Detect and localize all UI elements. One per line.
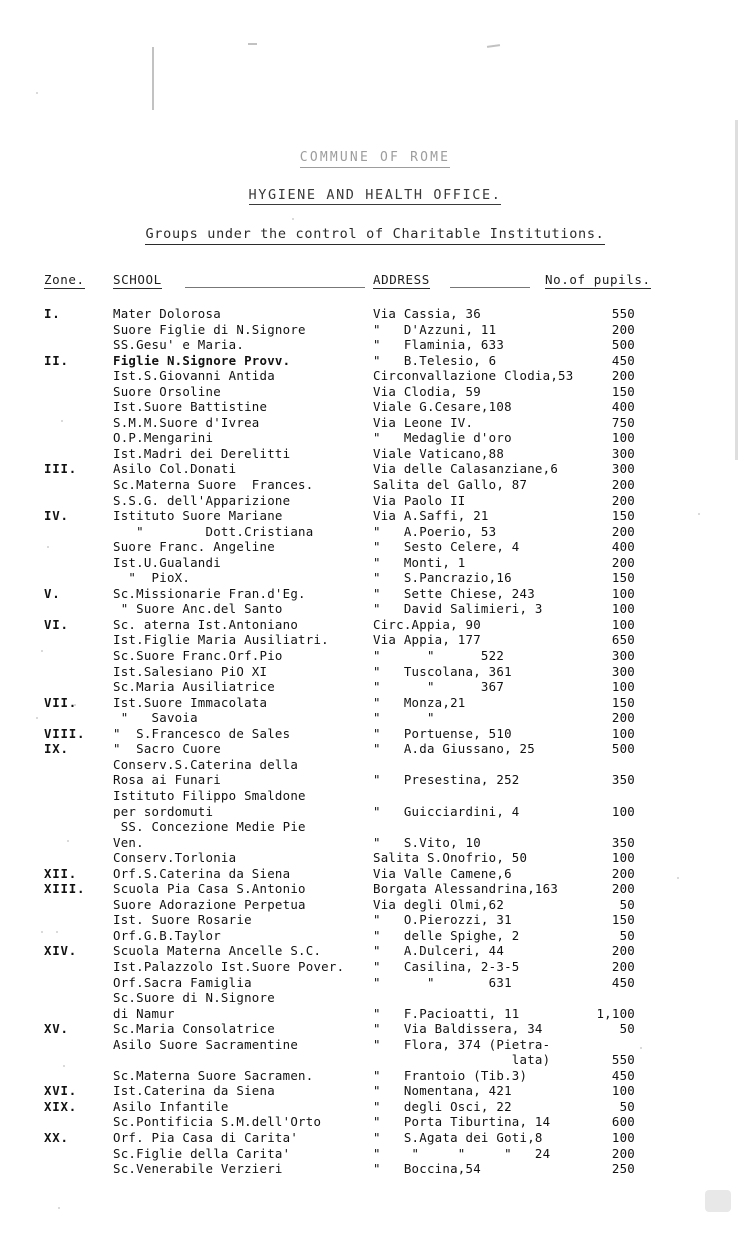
table-row <box>0 415 750 431</box>
cell-pupils: 100 <box>611 616 635 632</box>
cell-school: Scuola Pia Casa S.Antonio <box>113 881 306 897</box>
cell-pupils: 300 <box>611 648 635 664</box>
column-header-school: SCHOOL <box>113 272 162 287</box>
cell-zone: I. <box>44 306 61 321</box>
scan-speck <box>36 92 38 94</box>
cell-address: " " 367 <box>373 679 505 695</box>
table-row <box>0 959 750 975</box>
column-header-pupils: No.of pupils. <box>545 272 651 287</box>
table-row <box>0 508 750 524</box>
table-row <box>0 353 750 369</box>
cell-school: Suore Figlie di N.Signore <box>113 321 306 337</box>
table-row <box>0 1021 750 1037</box>
table-row <box>0 850 750 866</box>
cell-pupils: 50 <box>619 896 635 912</box>
cell-pupils: 100 <box>611 585 635 601</box>
cell-zone: XVI. <box>44 1083 78 1099</box>
cell-zone: V. <box>44 585 61 601</box>
cell-school: Sc.Figlie della Carita' <box>113 1145 291 1161</box>
cell-pupils: 350 <box>611 834 635 850</box>
cell-address: " Monti, 1 <box>373 554 466 570</box>
schools-table <box>0 306 750 1177</box>
cell-pupils: 50 <box>619 1021 635 1037</box>
table-row <box>0 322 750 338</box>
cell-address: Via Leone IV. <box>373 414 474 430</box>
table-row <box>0 1037 750 1053</box>
cell-pupils: 200 <box>611 1145 635 1161</box>
table-row <box>0 384 750 400</box>
cell-address: lata) <box>373 1052 551 1068</box>
cell-pupils: 400 <box>611 399 635 415</box>
cell-address: " Portuense, 510 <box>373 725 512 741</box>
table-row <box>0 601 750 617</box>
cell-pupils: 200 <box>611 710 635 726</box>
cell-address: " Sette Chiese, 243 <box>373 585 535 601</box>
cell-school: Sc.Maria Consolatrice <box>113 1021 275 1037</box>
cell-zone: XV. <box>44 1021 69 1037</box>
table-row <box>0 555 750 571</box>
table-row <box>0 741 750 757</box>
cell-pupils: 50 <box>619 1098 635 1114</box>
cell-address: Salita S.Onofrio, 50 <box>373 850 528 866</box>
cell-school: Mater Dolorosa <box>113 306 221 321</box>
cell-address: " Tuscolana, 361 <box>373 663 512 679</box>
table-row <box>0 1052 750 1068</box>
cell-address: Viale G.Cesare,108 <box>373 399 512 415</box>
cell-pupils: 100 <box>611 850 635 866</box>
cell-address: " A.Poerio, 53 <box>373 523 497 539</box>
cell-school: Ist. Suore Rosarie <box>113 912 252 928</box>
cell-address: Circ.Appia, 90 <box>373 616 481 632</box>
cell-pupils: 200 <box>611 321 635 337</box>
header-rule-school <box>185 287 365 288</box>
cell-pupils: 100 <box>611 679 635 695</box>
cell-school: " Suore Anc.del Santo <box>113 601 283 617</box>
table-row <box>0 524 750 540</box>
cell-school: Suore Franc. Angeline <box>113 539 275 555</box>
cell-school: SS. Concezione Medie Pie <box>113 819 306 835</box>
table-row <box>0 446 750 462</box>
cell-address: Via degli Olmi,62 <box>373 896 505 912</box>
scan-artifact-tick-right <box>487 44 500 48</box>
table-row <box>0 617 750 633</box>
cell-zone: XIV. <box>44 943 78 959</box>
table-row <box>0 1130 750 1146</box>
table-row <box>0 306 750 322</box>
cell-zone: XX. <box>44 1129 69 1145</box>
cell-zone: III. <box>44 461 78 477</box>
heading-groups: Groups under the control of Charitable Institutions. <box>145 226 604 245</box>
cell-school: S.S.G. dell'Apparizione <box>113 492 291 508</box>
cell-school: Ist.Madri dei Derelitti <box>113 445 291 461</box>
cell-school: Sc. aterna Ist.Antoniano <box>113 616 299 632</box>
cell-address: " Boccina,54 <box>373 1161 481 1177</box>
cell-school: Asilo Suore Sacramentine <box>113 1036 299 1052</box>
cell-school: O.P.Mengarini <box>113 430 214 446</box>
table-row <box>0 539 750 555</box>
cell-address: Via A.Saffi, 21 <box>373 508 489 524</box>
cell-address: " Presestina, 252 <box>373 772 520 788</box>
cell-pupils: 100 <box>611 430 635 446</box>
cell-school: Ven. <box>113 834 144 850</box>
cell-school: Sc.Materna Suore Frances. <box>113 477 314 493</box>
scan-speck <box>58 1207 60 1209</box>
cell-address: " D'Azzuni, 11 <box>373 321 497 337</box>
table-row <box>0 399 750 415</box>
table-row <box>0 1068 750 1084</box>
cell-pupils: 100 <box>611 725 635 741</box>
cell-pupils: 200 <box>611 881 635 897</box>
column-header-zone: Zone. <box>44 272 85 287</box>
cell-pupils: 200 <box>611 554 635 570</box>
table-row <box>0 912 750 928</box>
cell-pupils: 200 <box>611 492 635 508</box>
cell-address: Salita del Gallo, 87 <box>373 477 528 493</box>
cell-address: " Flora, 374 (Pietra- <box>373 1036 551 1052</box>
table-row <box>0 819 750 835</box>
cell-school: Figlie N.Signore Provv. <box>113 352 291 368</box>
cell-pupils: 200 <box>611 368 635 384</box>
table-row <box>0 679 750 695</box>
cell-address: Via Paolo II <box>373 492 466 508</box>
cell-address: Via Cassia, 36 <box>373 306 481 321</box>
cell-pupils: 300 <box>611 461 635 477</box>
cell-school: Suore Orsoline <box>113 383 221 399</box>
cell-pupils: 550 <box>611 306 635 321</box>
cell-school: Ist.Suore Battistine <box>113 399 268 415</box>
cell-pupils: 500 <box>611 337 635 353</box>
cell-pupils: 550 <box>611 1052 635 1068</box>
table-row <box>0 881 750 897</box>
cell-school: Orf. Pia Casa di Carita' <box>113 1129 299 1145</box>
cell-zone: IX. <box>44 741 69 757</box>
cell-address: Via Valle Camene,6 <box>373 865 512 881</box>
cell-pupils: 100 <box>611 803 635 819</box>
cell-address: " " 522 <box>373 648 505 664</box>
cell-zone: VI. <box>44 616 69 632</box>
scan-artifact-bottom-right <box>705 1190 731 1212</box>
cell-pupils: 200 <box>611 865 635 881</box>
cell-school: Orf.G.B.Taylor <box>113 927 221 943</box>
cell-school: Ist.U.Gualandi <box>113 554 221 570</box>
document-headings <box>0 146 750 245</box>
table-row <box>0 430 750 446</box>
cell-pupils: 450 <box>611 352 635 368</box>
table-row <box>0 990 750 1006</box>
cell-address: " S.Vito, 10 <box>373 834 481 850</box>
cell-pupils: 100 <box>611 1129 635 1145</box>
table-row <box>0 1114 750 1130</box>
cell-address: " Medaglie d'oro <box>373 430 512 446</box>
heading-commune: COMMUNE OF ROME <box>300 150 450 168</box>
cell-school: " PioX. <box>113 570 191 586</box>
cell-school: Ist.Figlie Maria Ausiliatri. <box>113 632 329 648</box>
table-row <box>0 788 750 804</box>
cell-address: " " " " 24 <box>373 1145 551 1161</box>
table-row <box>0 897 750 913</box>
cell-pupils: 200 <box>611 523 635 539</box>
cell-address: " Frantoio (Tib.3) <box>373 1067 528 1083</box>
cell-zone: XIX. <box>44 1098 78 1114</box>
cell-zone: XIII. <box>44 881 86 897</box>
cell-address: Via delle Calasanziane,6 <box>373 461 559 477</box>
cell-address: Via Appia, 177 <box>373 632 481 648</box>
table-row <box>0 866 750 882</box>
table-row <box>0 835 750 851</box>
cell-school: Sc.Maria Ausiliatrice <box>113 679 275 695</box>
cell-address: " David Salimieri, 3 <box>373 601 543 617</box>
cell-school: " Savoia <box>113 710 198 726</box>
scan-artifact-vertical-line <box>152 47 154 110</box>
cell-address: " " 631 <box>373 974 512 990</box>
table-row <box>0 337 750 353</box>
cell-school: " Dott.Cristiana <box>113 523 314 539</box>
cell-pupils: 150 <box>611 912 635 928</box>
table-row <box>0 664 750 680</box>
table-row <box>0 648 750 664</box>
cell-school: Suore Adorazione Perpetua <box>113 896 306 912</box>
cell-school: di Namur <box>113 1005 175 1021</box>
cell-address: " B.Telesio, 6 <box>373 352 497 368</box>
cell-address: " Via Baldissera, 34 <box>373 1021 543 1037</box>
cell-school: Istituto Suore Mariane <box>113 508 283 524</box>
cell-pupils: 150 <box>611 508 635 524</box>
cell-zone: II. <box>44 352 69 368</box>
cell-pupils: 150 <box>611 570 635 586</box>
table-row <box>0 928 750 944</box>
cell-address: " A.Dulceri, 44 <box>373 943 505 959</box>
cell-school: " S.Francesco de Sales <box>113 725 291 741</box>
cell-pupils: 200 <box>611 958 635 974</box>
cell-school: SS.Gesu' e Maria. <box>113 337 245 353</box>
table-row <box>0 726 750 742</box>
cell-address: " degli Osci, 22 <box>373 1098 512 1114</box>
cell-pupils: 750 <box>611 414 635 430</box>
cell-address: Viale Vaticano,88 <box>373 445 505 461</box>
cell-pupils: 450 <box>611 974 635 990</box>
cell-pupils: 200 <box>611 943 635 959</box>
table-row <box>0 493 750 509</box>
cell-school: S.M.M.Suore d'Ivrea <box>113 414 260 430</box>
cell-address: " F.Pacioatti, 11 <box>373 1005 520 1021</box>
cell-school: Asilo Col.Donati <box>113 461 237 477</box>
table-row <box>0 461 750 477</box>
table-row <box>0 477 750 493</box>
table-row <box>0 804 750 820</box>
cell-address: " Monza,21 <box>373 694 466 710</box>
table-row <box>0 1146 750 1162</box>
cell-pupils: 150 <box>611 383 635 399</box>
cell-pupils: 200 <box>611 477 635 493</box>
table-row <box>0 586 750 602</box>
cell-address: " S.Pancrazio,16 <box>373 570 512 586</box>
table-row <box>0 1161 750 1177</box>
table-row <box>0 975 750 991</box>
cell-pupils: 500 <box>611 741 635 757</box>
table-row <box>0 1006 750 1022</box>
cell-school: Ist.Caterina da Siena <box>113 1083 275 1099</box>
cell-school: Ist.Palazzolo Ist.Suore Pover. <box>113 958 345 974</box>
cell-school: Sc.Missionarie Fran.d'Eg. <box>113 585 306 601</box>
cell-zone: IV. <box>44 508 69 524</box>
table-row <box>0 632 750 648</box>
cell-pupils: 50 <box>619 927 635 943</box>
cell-address: Circonvallazione Clodia,53 <box>373 368 574 384</box>
cell-school: Orf.S.Caterina da Siena <box>113 865 291 881</box>
cell-address: " O.Pierozzi, 31 <box>373 912 512 928</box>
cell-pupils: 100 <box>611 1083 635 1099</box>
cell-pupils: 600 <box>611 1114 635 1130</box>
cell-address: Via Clodia, 59 <box>373 383 481 399</box>
cell-school: Sc.Suore di N.Signore <box>113 990 275 1006</box>
cell-zone: VII. <box>44 694 78 710</box>
cell-pupils: 100 <box>611 601 635 617</box>
scan-artifact-tick-left <box>248 43 257 45</box>
table-row <box>0 1099 750 1115</box>
table-row <box>0 943 750 959</box>
cell-school: Conserv.Torlonia <box>113 850 237 866</box>
table-row <box>0 570 750 586</box>
cell-address: " Porta Tiburtina, 14 <box>373 1114 551 1130</box>
cell-address: " S.Agata dei Goti,8 <box>373 1129 543 1145</box>
cell-school: Sc.Pontificia S.M.dell'Orto <box>113 1114 322 1130</box>
table-row <box>0 1083 750 1099</box>
header-rule-address <box>450 287 530 288</box>
heading-office: HYGIENE AND HEALTH OFFICE. <box>248 187 502 203</box>
table-row <box>0 772 750 788</box>
cell-pupils: 650 <box>611 632 635 648</box>
cell-address: " Flaminia, 633 <box>373 337 505 353</box>
cell-school: Istituto Filippo Smaldone <box>113 787 306 803</box>
column-header-address: ADDRESS <box>373 272 430 287</box>
cell-address: " Casilina, 2-3-5 <box>373 958 520 974</box>
cell-pupils: 300 <box>611 445 635 461</box>
cell-school: Ist.Suore Immacolata <box>113 694 268 710</box>
cell-school: Ist.S.Giovanni Antida <box>113 368 275 384</box>
cell-pupils: 300 <box>611 663 635 679</box>
table-row <box>0 368 750 384</box>
cell-pupils: 150 <box>611 694 635 710</box>
cell-zone: XII. <box>44 865 78 881</box>
cell-school: Scuola Materna Ancelle S.C. <box>113 943 322 959</box>
cell-pupils: 250 <box>611 1161 635 1177</box>
cell-school: Sc.Materna Suore Sacramen. <box>113 1067 314 1083</box>
cell-address: " Guicciardini, 4 <box>373 803 520 819</box>
cell-school: " Sacro Cuore <box>113 741 221 757</box>
table-row <box>0 757 750 773</box>
cell-school: Sc.Suore Franc.Orf.Pio <box>113 648 283 664</box>
cell-school: Conserv.S.Caterina della <box>113 756 299 772</box>
cell-school: Sc.Venerabile Verzieri <box>113 1161 283 1177</box>
cell-pupils: 350 <box>611 772 635 788</box>
cell-school: per sordomuti <box>113 803 214 819</box>
table-row <box>0 710 750 726</box>
cell-address: " delle Spighe, 2 <box>373 927 520 943</box>
cell-school: Asilo Infantile <box>113 1098 229 1114</box>
cell-address: " Sesto Celere, 4 <box>373 539 520 555</box>
cell-zone: VIII. <box>44 725 86 741</box>
cell-school: Orf.Sacra Famiglia <box>113 974 252 990</box>
cell-address: Borgata Alessandrina,163 <box>373 881 559 897</box>
cell-address: " A.da Giussano, 25 <box>373 741 535 757</box>
cell-address: " " <box>373 710 435 726</box>
cell-pupils: 450 <box>611 1067 635 1083</box>
table-column-headers <box>0 272 750 290</box>
cell-school: Ist.Salesiano PiO XI <box>113 663 268 679</box>
cell-pupils: 1,100 <box>596 1005 635 1021</box>
cell-school: Rosa ai Funari <box>113 772 221 788</box>
table-row <box>0 695 750 711</box>
cell-pupils: 400 <box>611 539 635 555</box>
cell-address: " Nomentana, 421 <box>373 1083 512 1099</box>
